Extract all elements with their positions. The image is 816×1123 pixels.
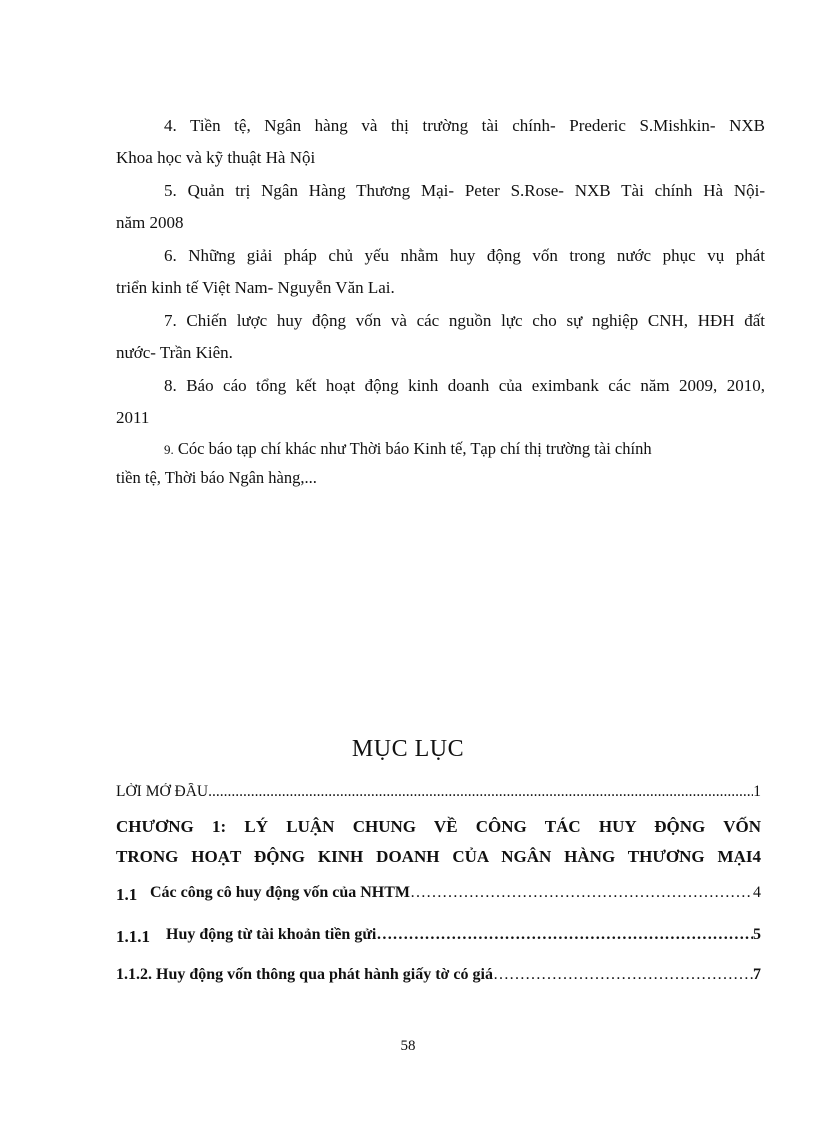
toc-entry-number: 1.1 (116, 885, 138, 902)
reference-line: năm 2008 (116, 213, 184, 232)
toc-leader-dots (493, 966, 753, 984)
page-number: 58 (400, 1038, 416, 1054)
reference-item (116, 240, 765, 304)
reference-line: 8. Báo cáo tổng kết hoạt động kinh doanh của eximbank các năm 2009, 2010, (164, 376, 765, 395)
toc-chapter-line: CHƯƠNG 1: LÝ LUẬN CHUNG VỀ CÔNG TÁC HUY ĐỘNG VỐN (116, 817, 761, 836)
reference-line: triển kinh tế Việt Nam- Nguyễn Văn Lai. (116, 278, 395, 297)
toc-entry[interactable] (116, 924, 761, 944)
reference-item (116, 435, 765, 492)
reference-item (116, 175, 765, 239)
toc-leader-dots (376, 926, 753, 944)
toc-title: MỤC LỤC (351, 736, 465, 762)
reference-number: 9. (164, 442, 174, 457)
toc-entry-page: 7 (753, 966, 761, 983)
reference-line: 4. Tiền tệ, Ngân hàng và thị trường tài chính- Prederic S.Mishkin- NXB (164, 116, 765, 135)
reference-line: 7. Chiến lược huy động vốn và các nguồn lực cho sự nghiệp CNH, HĐH đất (164, 311, 765, 330)
toc-entry-intro[interactable] (116, 783, 761, 801)
toc-entry-page: 5 (753, 926, 761, 943)
reference-line: nước- Trần Kiên. (116, 343, 233, 362)
reference-item (116, 370, 765, 434)
reference-line: tiền tệ, Thời báo Ngân hàng,... (116, 468, 317, 487)
toc-entry[interactable] (116, 966, 761, 984)
toc-chapter-line: TRONG HOẠT ĐỘNG KINH DOANH CỦA NGÂN HÀNG THƯƠNG MẠI4 (116, 847, 761, 866)
toc-chapter-heading[interactable] (116, 812, 761, 872)
toc-leader-dots (208, 783, 753, 801)
toc-leader-dots (410, 884, 753, 902)
reference-line: 2011 (116, 408, 150, 427)
reference-item (116, 110, 765, 174)
reference-line: Khoa học và kỹ thuật Hà Nội (116, 148, 316, 167)
reference-item (116, 305, 765, 369)
reference-line (116, 435, 765, 464)
toc-entry-number: 1.1.1 (116, 927, 150, 944)
toc-entry-page: 4 (753, 884, 761, 901)
toc-entry-label: 1.1.2. Huy động vốn thông qua phát hành giấy tờ có giá (116, 966, 493, 983)
toc-entry-label: Huy động từ tài khoản tiền gửi (166, 926, 377, 943)
reference-line: 5. Quản trị Ngân Hàng Thương Mại- Peter S.Rose- NXB Tài chính Hà Nội- (164, 181, 765, 200)
toc-entry[interactable] (116, 882, 761, 902)
toc-entry-label: Các công cô huy động vốn của NHTM (150, 884, 411, 901)
reference-text: Cóc báo tạp chí khác như Thời báo Kinh tế, Tạp chí thị trường tài chính (177, 439, 652, 458)
toc-entry-label: LỜI MỞ ĐẦU (116, 783, 209, 800)
reference-line: 6. Những giải pháp chủ yếu nhằm huy động vốn trong nước phục vụ phát (164, 246, 765, 265)
toc-entry-page: 1 (753, 783, 761, 800)
